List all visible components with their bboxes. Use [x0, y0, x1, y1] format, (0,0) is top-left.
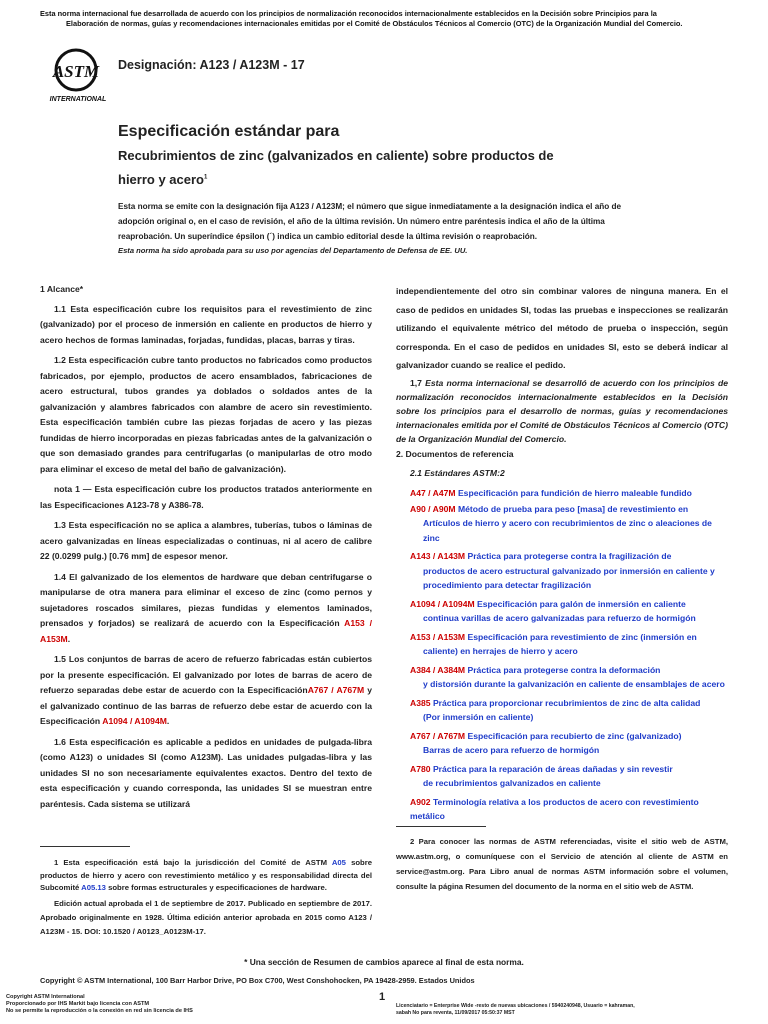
ref-code[interactable]: A780	[410, 763, 431, 774]
logo-text: ASTM	[52, 62, 100, 81]
footnote-1-edition: Edición actual aprobada el 1 de septiembre de 2017. Publicado en septiembre de 2017. Aprobado originalmente en 1928. Última edición anterior aprobada en 2015 como A123 / A123M - 15. DOI: 10.1520 / A0123_A0123M-17.	[40, 898, 372, 936]
ref-link-a767[interactable]: A767 / A767M	[307, 685, 365, 695]
paragraph-1-7-text: Esta norma internacional se desarrolló de acuerdo con los principios de normalización reconocidos internacionalmente establecidos en la Decisión sobre los principios para el desarrollo de normas, guías y recomendaciones internacionales emitida por el Comité de Obstáculos Técnicos al Comercio (OTC) de la Organización Mundial del Comercio.	[396, 378, 728, 444]
title-line2: Recubrimientos de zinc (galvanizados en caliente) sobre productos de	[118, 148, 554, 163]
astm-standards-heading: 2.1 Estándares ASTM:2	[410, 468, 505, 478]
intro-line: adopción original o, en el caso de revisión, el año de la última revisión. Un número entre paréntesis indica el año de la última	[118, 217, 605, 226]
paragraph-1-4-text: 1.4 El galvanizado de los elementos de hardware que deban centrifugarse o manipularse de otra manera para eliminar el exceso de zinc (como pernos y sujetadores roscados similares, piezas fundidas y elementos laminados, prensados y forjados) se realizará de acuerdo con la Especificación	[40, 571, 372, 628]
title-footnote-mark: 1	[204, 174, 208, 181]
left-column	[40, 282, 372, 812]
header-notice-line: Elaboración de normas, guías y recomendaciones internacionales emitidas por el Comité de Obstáculos Técnicos al Comercio (OTC) de la Organización Mundial del Comercio.	[66, 19, 683, 28]
ref-code[interactable]: A90 / A90M	[410, 503, 456, 514]
ref-link-a153[interactable]: A153 / A153M	[40, 618, 372, 644]
footer-left-line: Proporcionado por IHS Markit bajo licencia con ASTM	[6, 1001, 150, 1007]
intro-line: Esta norma se emite con la designación fija A123 / A123M; el número que sigue inmediatamente a la designación indica el año de	[118, 202, 622, 211]
reference-item[interactable]	[410, 597, 728, 626]
logo-subtext: INTERNATIONAL	[49, 96, 107, 103]
ref-title[interactable]: Práctica para protegerse contra la fragilización de	[467, 551, 672, 561]
header-notice-line: Esta norma internacional fue desarrollada de acuerdo con los principios de normalización reconocidos internacionalmente establecidos en la Decisión sobre Principios para la	[40, 9, 657, 18]
ref-code[interactable]: A47 / A47M	[410, 488, 456, 498]
title-line3	[118, 172, 207, 187]
ref-code[interactable]: A902	[410, 796, 431, 807]
reference-item[interactable]	[410, 795, 728, 824]
ref-code[interactable]: A385	[410, 697, 431, 708]
ref-title-continued[interactable]: metálico	[410, 811, 445, 821]
footer-right-line: sabah No para reventa, 11/09/2017 05:50:37 MST	[396, 1010, 515, 1016]
ref-title[interactable]: Terminología relativa a los productos de acero con revestimiento	[432, 796, 699, 807]
footnote-divider-right	[396, 826, 486, 827]
reference-item[interactable]	[410, 502, 728, 546]
ref-title[interactable]: Práctica para protegerse contra la deformación	[467, 664, 661, 675]
reference-item[interactable]	[410, 486, 728, 501]
reference-list	[410, 486, 728, 824]
footnote-1-part1: 1 Esta especificación está bajo la jurisdicción del Comité de ASTM	[54, 858, 332, 867]
paragraph-1-7	[396, 376, 728, 446]
ref-title-continued[interactable]: caliente) en herrajes de hierro y acero	[423, 646, 578, 656]
paragraph-1-5	[40, 652, 372, 730]
paragraph-1-5-text: 1.5 Los conjuntos de barras de acero de refuerzo fabricadas están cubiertos por la presente especificación. El galvanizado por lotes de barras de acero de refuerzo separadas debe estar de acuerdo con la Especificación	[40, 654, 372, 695]
footer-left	[6, 994, 193, 1015]
title-line1: Especificación estándar para	[118, 123, 340, 140]
astm-logo	[44, 46, 112, 104]
reference-item[interactable]	[410, 663, 728, 692]
ref-title[interactable]: Especificación para revestimiento de zinc (inmersión en	[467, 631, 697, 642]
intro-paragraph	[118, 199, 648, 244]
footer-left-line: No se permite la reproducción o la conexión en red sin licencia de IHS	[6, 1008, 193, 1014]
paragraph-1-4-end: .	[67, 633, 71, 644]
ref-link-a05[interactable]: A05	[331, 858, 346, 867]
summary-note: * Una sección de Resumen de cambios aparece al final de esta norma.	[244, 957, 524, 967]
reference-item[interactable]	[410, 729, 728, 758]
note-1: nota 1 — Esta especificación cubre los productos tratados anteriormente en las Especificaciones A123-78 y A386-78.	[40, 484, 372, 510]
ref-code[interactable]: A1094 / A1094M	[410, 598, 475, 609]
reference-item[interactable]	[410, 696, 728, 725]
ref-title-continued[interactable]: de recubrimientos galvanizados en caliente	[423, 778, 601, 788]
footnote-divider-left	[40, 846, 130, 847]
footnote-1-part2: sobre productos de hierro y acero con revestimiento metálico y es responsabilidad directa del Subcomité	[40, 858, 373, 892]
paragraph-1-4	[40, 570, 372, 648]
ref-title[interactable]: Práctica para proporcionar recubrimientos de zinc de alta calidad	[432, 697, 701, 708]
reference-item[interactable]	[410, 549, 728, 593]
ref-link-a05-13[interactable]: A05.13	[81, 883, 106, 892]
reference-item[interactable]	[410, 630, 728, 659]
defense-note: Esta norma ha sido aprobada para su uso por agencias del Departamento de Defensa de EE. UU.	[118, 246, 468, 255]
right-column	[396, 282, 728, 385]
intro-line: reaprobación. Un superíndice épsilon (´) indica un cambio editorial desde la última revisión o reaprobación.	[118, 232, 538, 241]
ref-title[interactable]: Especificación para fundición de hierro maleable fundido	[457, 488, 692, 498]
footnote-1-text	[40, 857, 372, 895]
footer-right-line: Licenciatario = Enterprise Wide -resto de nuevas ubicaciones / 5940240948, Usuario = kahraman,	[396, 1003, 635, 1009]
ref-title-continued[interactable]: Barras de acero para refuerzo de hormigón	[423, 745, 600, 755]
header-notice	[40, 9, 740, 29]
ref-link-a1094[interactable]: A1094 / A1094M	[102, 716, 167, 726]
refdocs-heading: 2. Documentos de referencia	[396, 449, 514, 459]
title-line3-text: hierro y acero	[118, 172, 204, 187]
scope-heading: 1 Alcance*	[40, 284, 84, 294]
paragraph-1-7-number: 1,7	[410, 378, 422, 388]
ref-title[interactable]: Especificación para galón de inmersión en caliente	[477, 598, 686, 609]
footnote-1-part3: sobre formas estructurales y especificaciones de hardware.	[105, 883, 327, 892]
ref-title-continued[interactable]: y distorsión durante la galvanización en caliente de ensamblajes de acero	[423, 679, 725, 689]
copyright-line: Copyright © ASTM International, 100 Barr Harbor Drive, PO Box C700, West Conshohocken, PA 19428-2959. Estados Unidos	[40, 976, 475, 985]
ref-title[interactable]: Práctica para la reparación de áreas dañadas y sin revestir	[432, 763, 673, 774]
ref-title[interactable]: Método de prueba para peso [masa] de revestimiento en	[457, 503, 689, 514]
ref-code[interactable]: A153 / A153M	[410, 631, 466, 642]
footnote-1	[40, 857, 372, 939]
page-number: 1	[379, 991, 386, 1003]
footnote-2: 2 Para conocer las normas de ASTM referenciadas, visite el sitio web de ASTM, www.astm.org, o comuníquese con el Servicio de atención al cliente de ASTM en service@astm.org. Para Libro anual de normas ASTM información sobre el volumen, consulte la página Resumen del documento de la norma en el sitio web de ASTM.	[396, 837, 728, 891]
paragraph-1-5-end: .	[166, 716, 170, 726]
paragraph-1-6: 1.6 Esta especificación es aplicable a pedidos en unidades de pulgada-libra (como A123) o unidades SI (como A123M). Las unidades pulgadas-libra y las unidades SI no son necesariamente equivalentes exactos. Dentro del texto de esta especificación y cuando corresponda, las unidades SI se muestran entre paréntesis. Cada sistema se utilizará	[40, 736, 372, 809]
paragraph-1-1: 1.1 Esta especificación cubre los requisitos para el revestimiento de zinc (galvanizado) por el proceso de inmersión en caliente en productos de hierro y acero hechos de formas laminadas, forjadas, fundidas, placas, barras y tiras.	[40, 303, 372, 345]
ref-title-continued[interactable]: (Por inmersión en caliente)	[423, 712, 534, 722]
ref-title-continued[interactable]: continua varillas de acero galvanizadas para refuerzo de hormigón	[423, 613, 696, 623]
astm-logo-mark	[44, 46, 112, 104]
paragraph-1-6-continued: independientemente del otro sin combinar valores de ninguna manera. En el caso de pedidos en unidades SI, todas las pruebas e inspecciones se realizarán utilizando el equivalente métrico del método de prueba o inspección, según corresponda. En el caso de pedidos en unidades SI, esto se deberá indicar al galvanizador cuando se realice el pedido.	[396, 286, 728, 370]
designation: Designación: A123 / A123M - 17	[118, 58, 305, 72]
reference-item[interactable]	[410, 762, 728, 791]
paragraph-1-3: 1.3 Esta especificación no se aplica a alambres, tuberías, tubos o láminas de acero galvanizadas en líneas especializadas o continuas, ni al acero de calibre 22 (0.0299 pulg.) [0.76 mm] de espesor menor.	[40, 520, 372, 561]
footer-right	[396, 1003, 635, 1017]
ref-code[interactable]: A143 / A143M	[410, 551, 466, 561]
paragraph-1-2: 1.2 Esta especificación cubre tanto productos no fabricados como productos fabricados, por ejemplo, productos de acero ensamblados, fabricaciones de acero estructural, tubos grandes ya doblados o soldados antes de la galvanización y alambres fabricados con alambre de acero sin revestimiento. Esta especificación también cubre las piezas forjadas de acero y las piezas fundidas de hierro incorporadas en piezas fabricadas antes de la galvanización o que son demasiado grandes para centrifugarlas (o manipularlas de otro modo para eliminar el exceso de metal del baño de galvanización).	[40, 355, 372, 474]
footer-left-line: Copyright ASTM International	[6, 994, 85, 1000]
ref-title-continued[interactable]: Artículos de hierro y acero con recubrimientos de zinc o aleaciones de zinc	[423, 518, 712, 543]
ref-code[interactable]: A767 / A767M	[410, 730, 466, 741]
paragraph-1-5-text2: y el galvanizado continuo de las barras de refuerzo debe estar de acuerdo con la Especificación	[40, 685, 373, 726]
ref-title[interactable]: Especificación para recubierto de zinc (galvanizado)	[467, 730, 682, 741]
ref-code[interactable]: A384 / A384M	[410, 664, 466, 675]
ref-title-continued[interactable]: productos de acero estructural galvanizado por inmersión en caliente y procedimiento para detectar fragilización	[423, 565, 715, 590]
